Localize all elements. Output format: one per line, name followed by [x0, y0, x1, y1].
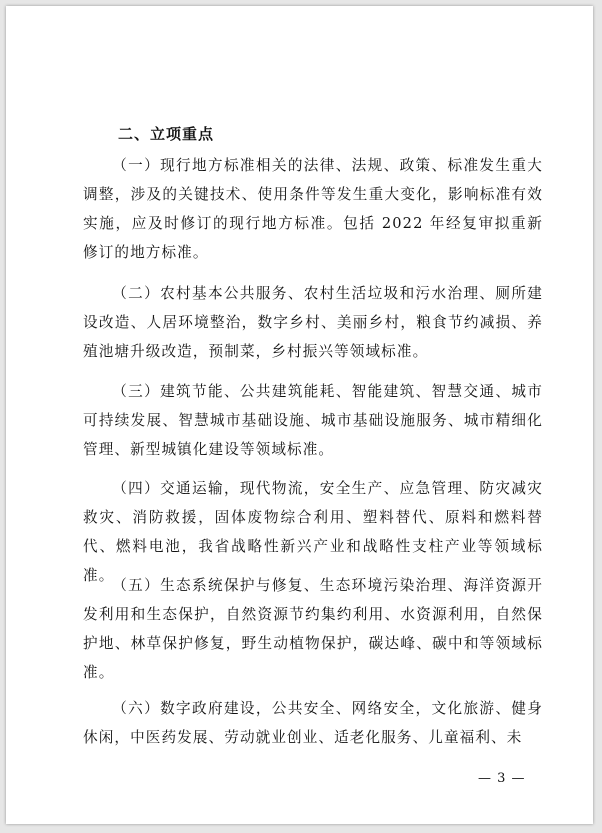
- paragraph-1: （一）现行地方标准相关的法律、法规、政策、标准发生重大调整，涉及的关键技术、使用条件等发生重大变化，影响标准有效实施，应及时修订的现行地方标准。包括 2022 年经复审拟重新修订的地方标准。: [83, 157, 543, 261]
- paragraph-2: （二）农村基本公共服务、农村生活垃圾和污水治理、厕所建设改造、人居环境整治，数字乡村、美丽乡村，粮食节约减损、养殖池塘升级改造，预制菜，乡村振兴等领域标准。: [83, 285, 543, 360]
- section-heading: 二、立项重点: [118, 125, 215, 143]
- page-number: — 3 —: [478, 771, 526, 786]
- paragraph-3: （三）建筑节能、公共建筑能耗、智能建筑、智慧交通、城市可持续发展、智慧城市基础设施、城市基础设施服务、城市精细化管理、新型城镇化建设等领域标准。: [83, 383, 543, 458]
- document-page: [6, 6, 593, 824]
- paragraph-5: （五）生态系统保护与修复、生态环境污染治理、海洋资源开发利用和生态保护，自然资源节约集约利用、水资源利用，自然保护地、林草保护修复，野生动植物保护，碳达峰、碳中和等领域标准。: [83, 577, 543, 681]
- paragraph-6: （六）数字政府建设，公共安全、网络安全，文化旅游、健身休闲，中医药发展、劳动就业创业、适老化服务、儿童福利、未: [83, 700, 543, 746]
- paragraph-4: （四）交通运输，现代物流，安全生产、应急管理、防灾减灾救灾、消防救援，固体废物综合利用、塑料替代、原料和燃料替代、燃料电池，我省战略性新兴产业和战略性支柱产业等领域标准。: [83, 480, 543, 584]
